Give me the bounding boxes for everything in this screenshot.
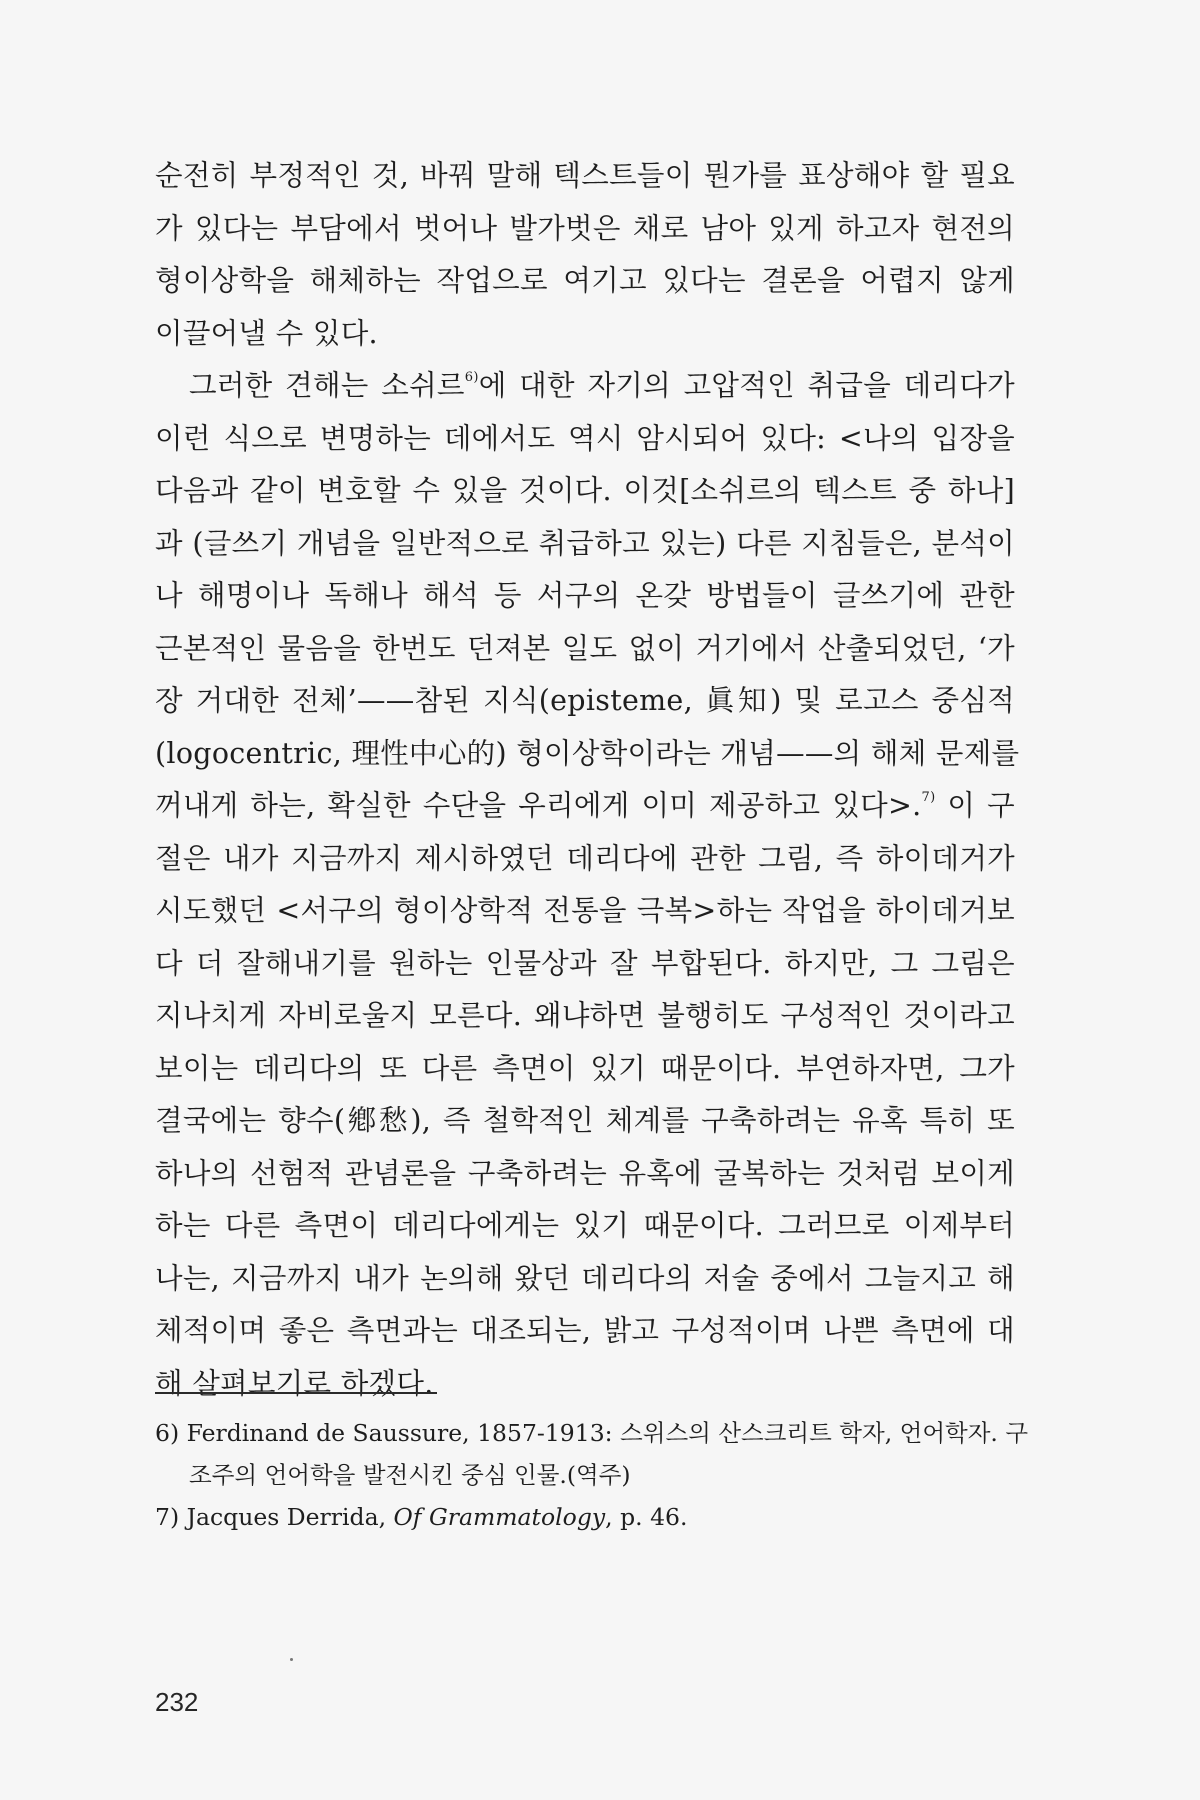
p2-line-11: 시도했던 <서구의 형이상학적 전통을 극복>하는 작업을 하이데거보	[155, 894, 1015, 927]
p1-line-2: 가 있다는 부담에서 벗어나 발가벗은 채로 남아 있게 하고자 현전의	[155, 211, 1015, 245]
p2-line-9-end: 이 구	[935, 789, 1015, 822]
p2-line-9-start: 꺼내게 하는, 확실한 수단을 우리에게 이미 제공하고 있다>.	[155, 789, 922, 822]
footnote-divider	[155, 1392, 437, 1394]
p2-line-15: 결국에는 향수(鄕愁), 즉 철학적인 체계를 구축하려는 유혹 특히 또	[155, 1104, 1015, 1137]
p2-line-7: 장 거대한 전체’——참된 지식(episteme, 眞知) 및 로고스 중심적	[155, 684, 1015, 717]
p2-line-12: 다 더 잘해내기를 원하는 인물상과 잘 부합된다. 하지만, 그 그림은	[155, 946, 1015, 980]
p2-line-19: 체적이며 좋은 측면과는 대조되는, 밝고 구성적이며 나쁜 측면에 대	[155, 1314, 1015, 1347]
p2-line-10: 절은 내가 지금까지 제시하였던 데리다에 관한 그림, 즉 하이데거가	[155, 841, 1015, 875]
p2-line-1-start: 그러한 견해는 소쉬르	[189, 369, 465, 402]
p2-line-4: 과 (글쓰기 개념을 일반적으로 취급하고 있는) 다른 지침들은, 분석이	[155, 526, 1015, 560]
p1-line-4: 이끌어낼 수 있다.	[155, 316, 378, 350]
p2-line-6: 근본적인 물음을 한번도 던져본 일도 없이 거기에서 산출되었던, ‘가	[155, 631, 1015, 665]
footnote-7-author: 7) Jacques Derrida,	[155, 1503, 394, 1531]
p2-line-8: (logocentric, 理性中心的) 형이상학이라는 개념——의 해체 문제를	[155, 736, 1020, 770]
p2-line-14: 보이는 데리다의 또 다른 측면이 있기 때문이다. 부연하자면, 그가	[155, 1051, 1015, 1085]
footnote-6-line-2: 조주의 언어학을 발전시킨 중심 인물.(역주)	[189, 1461, 631, 1489]
footnote-ref-7: 7)	[921, 789, 936, 805]
p2-line-16: 하나의 선험적 관념론을 구축하려는 유혹에 굴복하는 것처럼 보이게	[155, 1156, 1015, 1190]
p1-line-1: 순전히 부정적인 것, 바꿔 말해 텍스트들이 뭔가를 표상해야 할 필요	[155, 159, 1015, 192]
p2-line-2: 이런 식으로 변명하는 데에서도 역시 암시되어 있다: <나의 입장을	[155, 421, 1015, 455]
footnote-7-title: Of Grammatology	[393, 1503, 606, 1531]
footnote-7-page: , p. 46.	[605, 1503, 688, 1531]
footnote-ref-6: 6)	[464, 369, 479, 385]
p2-line-1	[155, 360, 1015, 413]
p2-line-5: 나 해명이나 독해나 해석 등 서구의 온갖 방법들이 글쓰기에 관한	[155, 579, 1015, 612]
p2-line-9	[155, 780, 1015, 833]
footnote-6-line-1: 6) Ferdinand de Saussure, 1857-1913: 스위스의 산스크리트 학자, 언어학자. 구	[155, 1419, 1029, 1447]
p1-line-3: 형이상학을 해체하는 작업으로 여기고 있다는 결론을 어렵지 않게	[155, 264, 1015, 297]
scan-speck	[290, 1658, 293, 1661]
p2-line-13: 지나치게 자비로울지 모른다. 왜냐하면 불행히도 구성적인 것이라고	[155, 999, 1015, 1032]
p2-line-3: 다음과 같이 변호할 수 있을 것이다. 이것[소쉬르의 텍스트 중 하나]	[155, 474, 1015, 507]
p2-line-17: 하는 다른 측면이 데리다에게는 있기 때문이다. 그러므로 이제부터	[155, 1209, 1015, 1242]
p2-line-1-end: 에 대한 자기의 고압적인 취급을 데리다가	[478, 369, 1015, 402]
p2-line-20: 해 살펴보기로 하겠다.	[155, 1366, 434, 1400]
page-number: 232	[155, 1687, 199, 1717]
footnote-7	[155, 1496, 1015, 1538]
main-text	[155, 150, 1020, 1410]
p2-line-18: 나는, 지금까지 내가 논의해 왔던 데리다의 저술 중에서 그늘지고 해	[155, 1261, 1015, 1295]
footnotes	[155, 1412, 1029, 1538]
